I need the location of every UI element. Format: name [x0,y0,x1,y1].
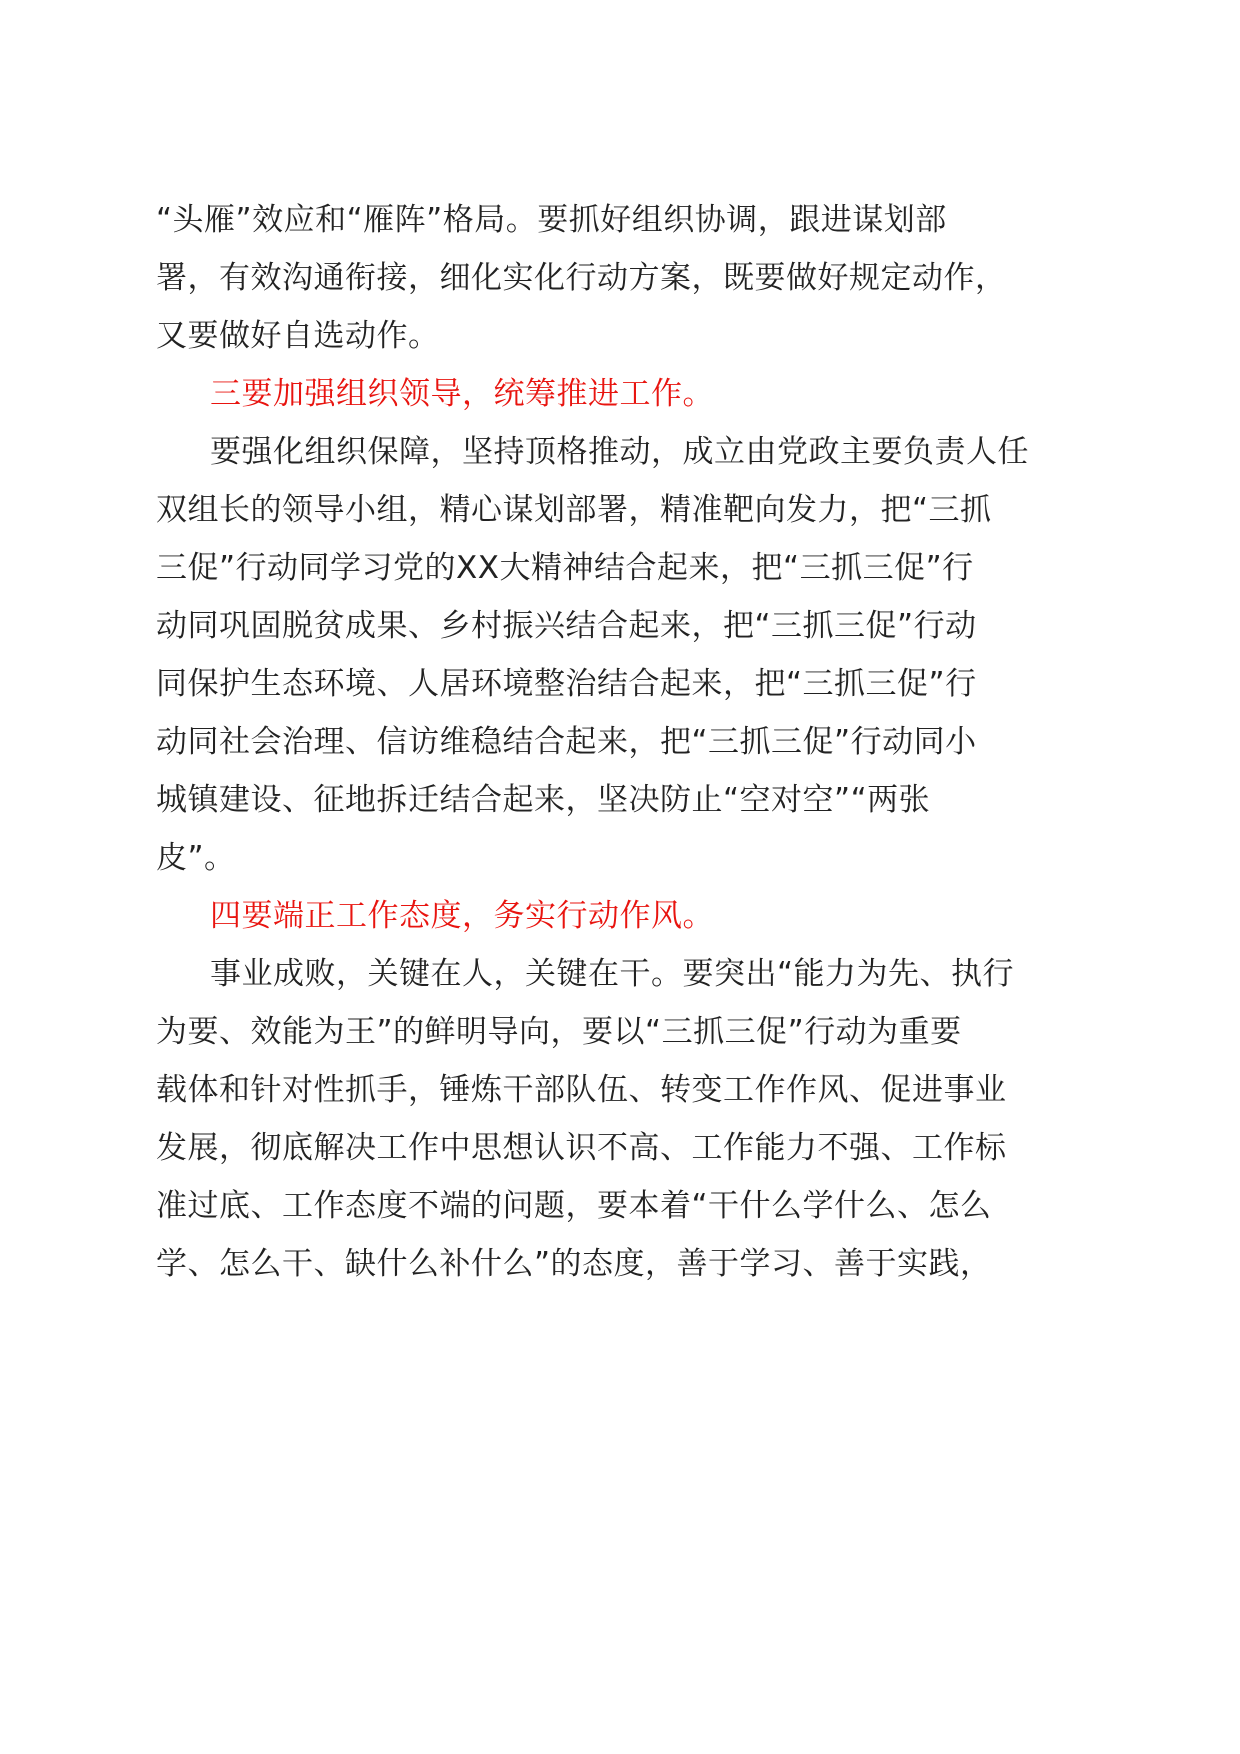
body-text-line: 事业成败，关键在人，关键在干。要突出“能力为先、执行 [210,956,1015,992]
body-text-line: 动同巩固脱贫成果、乡村振兴结合起来，把“三抓三促”行动 [156,608,977,644]
body-text-line: 双组长的领导小组，精心谋划部署，精准靶向发力，把“三抓 [156,492,992,528]
body-text-line: 署，有效沟通衔接，细化实化行动方案，既要做好规定动作， [156,260,1007,296]
body-text-line: 要强化组织保障，坚持顶格推动，成立由党政主要负责人任 [210,434,1029,470]
body-text-line: 皮”。 [156,840,236,876]
body-text-line: “头雁”效应和“雁阵”格局。要抓好组织协调，跟进谋划部 [156,202,947,238]
section-heading-3: 三要加强组织领导，统筹推进工作。 [210,376,714,412]
body-text-line: 城镇建设、征地拆迁结合起来，坚决防止“空对空”“两张 [156,782,931,818]
body-text-line: 动同社会治理、信访维稳结合起来，把“三抓三促”行动同小 [156,724,977,760]
body-text-line: 为要、效能为王”的鲜明导向，要以“三抓三促”行动为重要 [156,1014,962,1050]
body-text-line: 载体和针对性抓手，锤炼干部队伍、转变工作作风、促进事业 [156,1072,1007,1108]
body-text-line: 发展，彻底解决工作中思想认识不高、工作能力不强、工作标 [156,1130,1007,1166]
body-text-line: 又要做好自选动作。 [156,318,440,354]
section-heading-4: 四要端正工作态度，务实行动作风。 [210,898,714,934]
body-text-line: 三促”行动同学习党的XX大精神结合起来，把“三抓三促”行 [156,550,974,586]
body-text-line: 同保护生态环境、人居环境整治结合起来，把“三抓三促”行 [156,666,977,702]
body-text-line: 准过底、工作态度不端的问题，要本着“干什么学什么、怎么 [156,1188,992,1224]
body-text-line: 学、怎么干、缺什么补什么”的态度，善于学习、善于实践， [156,1246,992,1282]
